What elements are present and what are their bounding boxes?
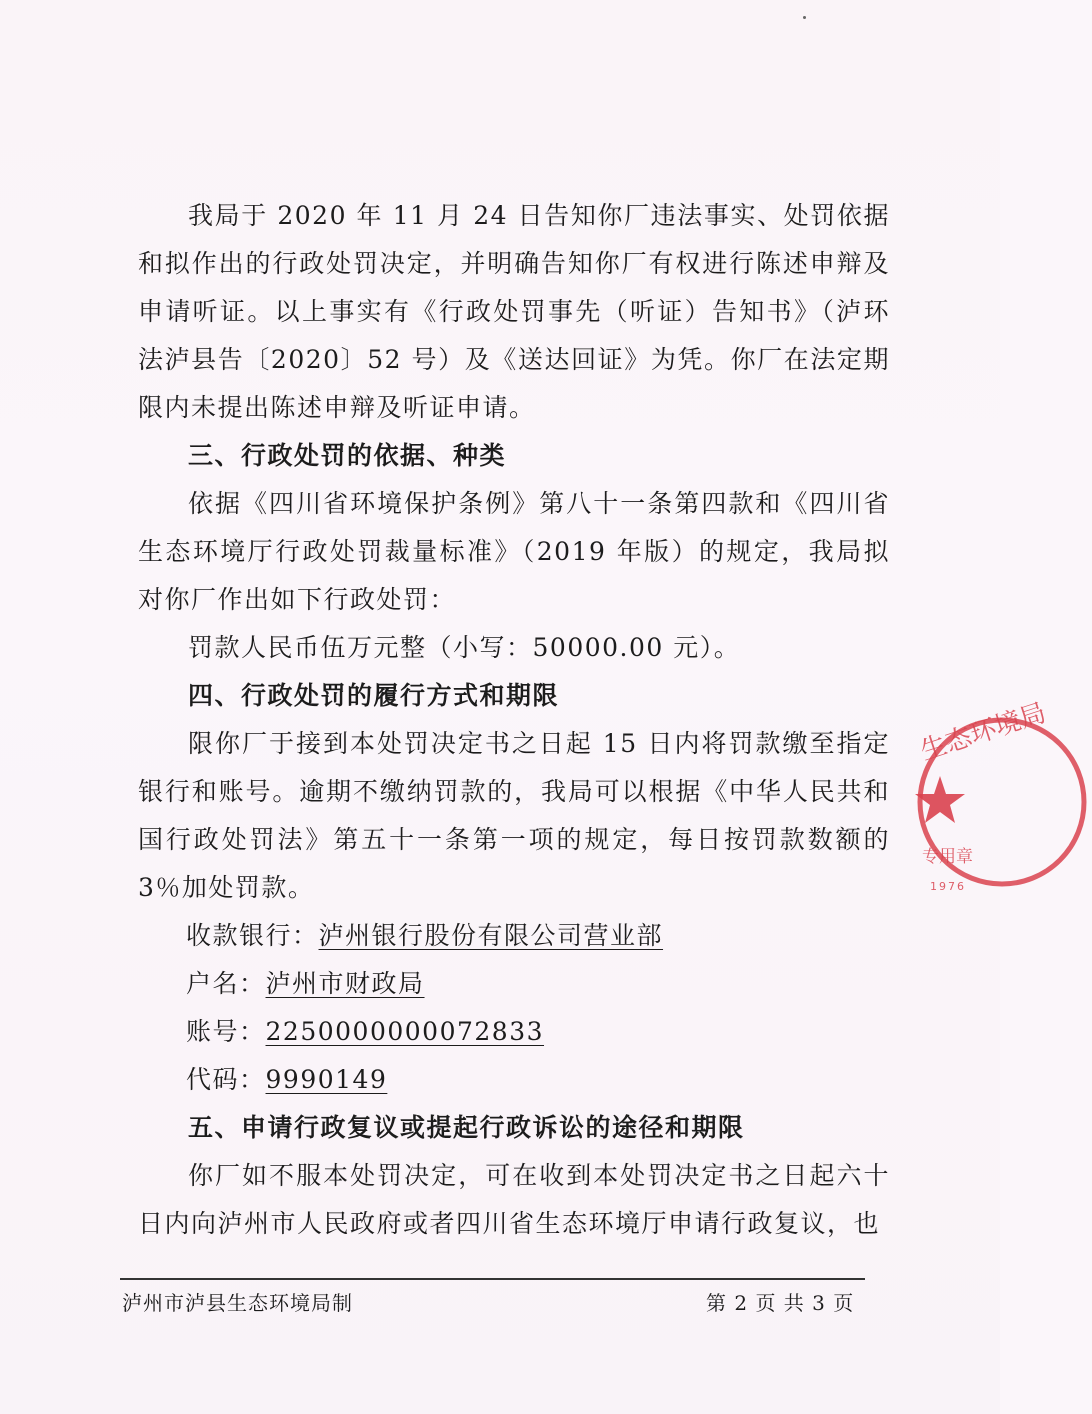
paragraph-fine-amount: 罚款人民币伍万元整（小写：50000.00 元）。 (188, 633, 741, 662)
heading-basis-and-type: 三、行政处罚的依据、种类 (188, 441, 507, 470)
payment-bank-value: 泸州银行股份有限公司营业部 (318, 921, 664, 950)
footer-issuer: 泸州市泸县生态环境局制 (122, 1291, 353, 1315)
payment-account-row (138, 1008, 890, 1056)
payment-name-row (138, 960, 890, 1008)
heading-payment-method: 四、行政处罚的履行方式和期限 (188, 681, 560, 710)
footer-divider (120, 1278, 865, 1280)
seal-stamp-icon (912, 697, 1092, 900)
payment-name-value: 泸州市财政局 (265, 969, 425, 998)
paragraph-appeal: 你厂如不服本处罚决定，可在收到本处罚决定书之日起六十日内向泸州市人民政府或者四川省生态环境厅申请行政复议，也 (138, 1161, 890, 1238)
payment-code-value: 9990149 (265, 1065, 388, 1094)
heading-appeal-routes: 五、申请行政复议或提起行政诉讼的途径和期限 (188, 1113, 745, 1142)
payment-account-label: 账号： (186, 1017, 266, 1046)
paragraph-notice: 我局于 2020 年 11 月 24 日告知你厂违法事实、处罚依据和拟作出的行政处罚决定，并明确告知你厂有权进行陈述申辩及申请听证。以上事实有《行政处罚事先（听证）告知书》（泸环法泸县告〔2020〕52 号）及《送达回证》为凭。你厂在法定期限内未提出陈述申辩及听证申请。 (138, 201, 890, 422)
payment-account-value: 2250000000072833 (265, 1017, 545, 1046)
scan-speck (803, 16, 806, 19)
payment-name-label: 户名： (186, 969, 266, 998)
document-body (138, 192, 890, 1248)
payment-code-row (138, 1056, 890, 1104)
seal-sub-text: 专用章 (922, 847, 973, 867)
seal-number: 1976 (930, 880, 966, 893)
official-seal (912, 697, 1050, 900)
payment-bank-label: 收款银行： (186, 921, 319, 950)
seal-text: 生态环境局 (916, 697, 1050, 767)
paragraph-basis: 依据《四川省环境保护条例》第八十一条第四款和《四川省生态环境厅行政处罚裁量标准》（2019 年版）的规定，我局拟对你厂作出如下行政处罚： (138, 489, 890, 614)
footer-page-number: 第 2 页 共 3 页 (706, 1291, 855, 1315)
paragraph-payment-deadline: 限你厂于接到本处罚决定书之日起 15 日内将罚款缴至指定银行和账号。逾期不缴纳罚款的，我局可以根据《中华人民共和国行政处罚法》第五十一条第一项的规定，每日按罚款数额的 3％加处罚款。 (138, 729, 890, 902)
payment-bank-row (138, 912, 890, 960)
payment-code-label: 代码： (186, 1065, 266, 1094)
